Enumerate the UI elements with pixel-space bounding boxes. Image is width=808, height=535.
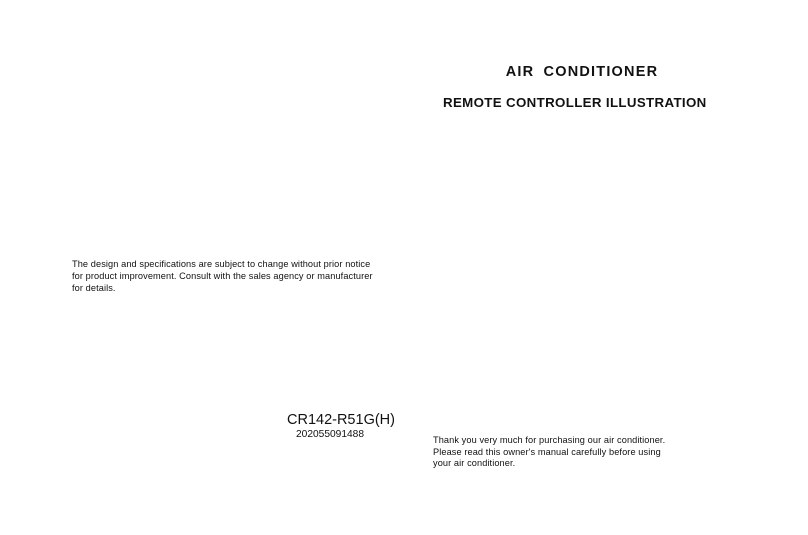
notice-line: for details. [72,282,116,293]
specification-notice [72,259,382,294]
manual-title: AIR CONDITIONER [505,64,659,80]
manual-subtitle: REMOTE CONTROLLER ILLUSTRATION [443,95,707,110]
thank-you-note [433,435,733,470]
document-code: 202055091488 [296,429,364,440]
front-cover-page [404,0,808,535]
thanks-line: Please read this owner's manual carefully before using [433,446,661,457]
notice-line: for product improvement. Consult with the sales agency or manufacturer [72,270,373,281]
notice-line: The design and specifications are subject to change without prior notice [72,259,371,269]
model-number: CR142-R51G(H) [287,412,395,428]
thanks-line: Thank you very much for purchasing our air conditioner. [433,435,666,445]
thanks-line: your air conditioner. [433,458,516,469]
